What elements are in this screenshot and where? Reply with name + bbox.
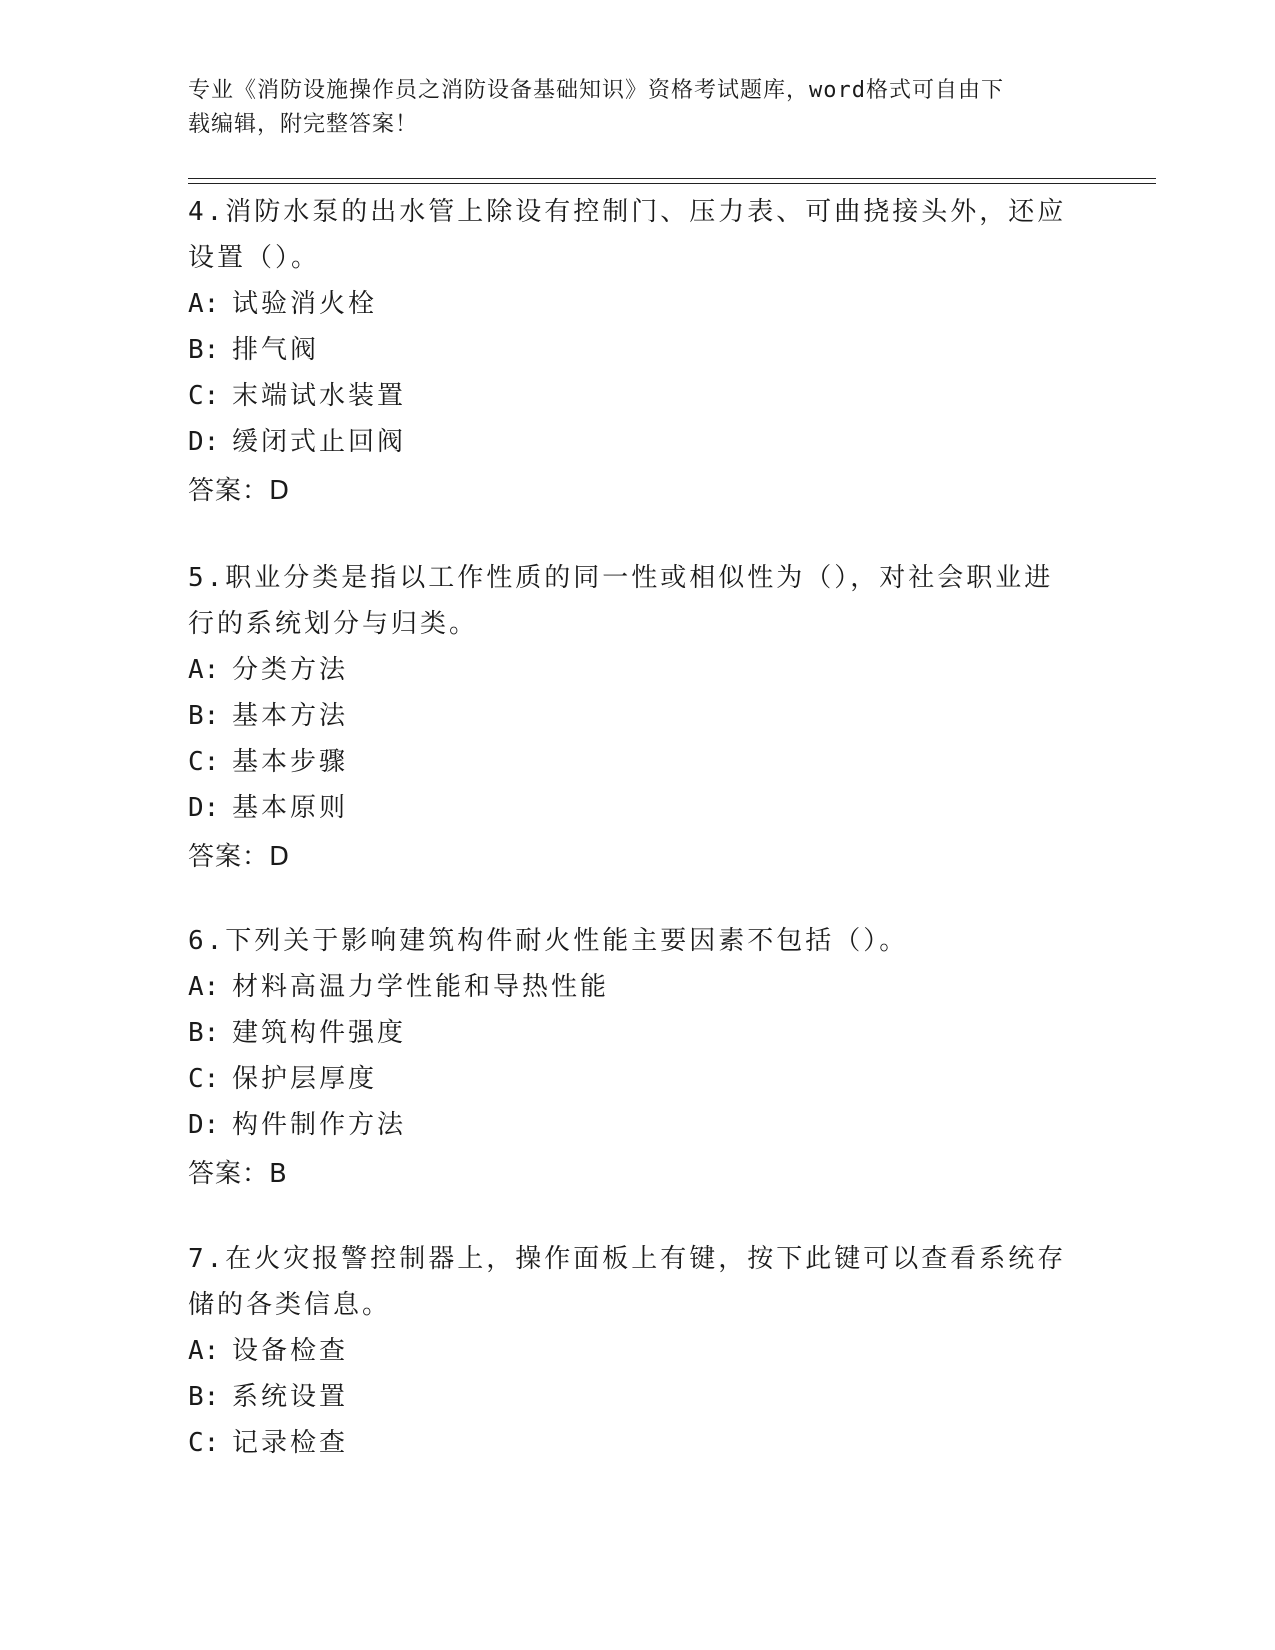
- option-letter: B:: [188, 335, 220, 365]
- option-d: [188, 1102, 1068, 1148]
- header-divider-top: [188, 178, 1156, 179]
- option-c: [188, 1056, 1068, 1102]
- option-b: [188, 327, 1068, 373]
- answer-line: 答案：D: [188, 841, 291, 872]
- question-stem-line-1: 5.职业分类是指以工作性质的同一性或相似性为（），对社会职业进: [188, 563, 1054, 593]
- option-text: 构件制作方法: [232, 1110, 407, 1140]
- option-text: 保护层厚度: [232, 1064, 378, 1094]
- question-stem-line-2: 行的系统划分与归类。: [188, 609, 479, 639]
- question-5: [188, 555, 1068, 877]
- option-c: [188, 739, 1068, 785]
- option-text: 基本原则: [232, 793, 349, 823]
- option-text: 设备检查: [232, 1336, 349, 1366]
- option-c: [188, 373, 1068, 419]
- option-letter: A:: [188, 655, 220, 685]
- option-letter: C:: [188, 1064, 220, 1094]
- option-letter: B:: [188, 701, 220, 731]
- option-letter: D:: [188, 793, 220, 823]
- option-b: [188, 693, 1068, 739]
- question-7: [188, 1236, 1068, 1466]
- question-4: [188, 189, 1068, 511]
- option-text: 基本方法: [232, 701, 349, 731]
- question-stem-line-2: 储的各类信息。: [188, 1290, 392, 1320]
- header-divider-bottom: [188, 183, 1156, 184]
- question-stem-line-1: 4.消防水泵的出水管上除设有控制门、压力表、可曲挠接头外，还应: [188, 197, 1067, 227]
- answer-line: 答案：B: [188, 1158, 288, 1189]
- option-text: 基本步骤: [232, 747, 349, 777]
- option-text: 材料高温力学性能和导热性能: [232, 972, 610, 1002]
- option-c: [188, 1420, 1068, 1466]
- option-text: 缓闭式止回阀: [232, 427, 407, 457]
- question-stem-line-1: 6.下列关于影响建筑构件耐火性能主要因素不包括（）。: [188, 926, 909, 956]
- option-letter: A:: [188, 1336, 220, 1366]
- answer-line: 答案：D: [188, 475, 291, 506]
- question-stem-line-1: 7.在火灾报警控制器上，操作面板上有键，按下此键可以查看系统存: [188, 1244, 1067, 1274]
- option-a: [188, 964, 1068, 1010]
- option-letter: A:: [188, 289, 220, 319]
- option-text: 建筑构件强度: [232, 1018, 407, 1048]
- question-6: [188, 918, 1068, 1194]
- option-a: [188, 281, 1068, 327]
- option-a: [188, 1328, 1068, 1374]
- option-letter: C:: [188, 747, 220, 777]
- option-letter: B:: [188, 1382, 220, 1412]
- option-letter: B:: [188, 1018, 220, 1048]
- option-b: [188, 1010, 1068, 1056]
- option-text: 排气阀: [232, 335, 320, 365]
- option-letter: C:: [188, 381, 220, 411]
- option-text: 记录检查: [232, 1428, 349, 1458]
- question-stem-line-2: 设置（）。: [188, 243, 321, 273]
- option-text: 试验消火栓: [232, 289, 378, 319]
- option-letter: A:: [188, 972, 220, 1002]
- option-d: [188, 785, 1068, 831]
- option-text: 分类方法: [232, 655, 349, 685]
- option-text: 末端试水装置: [232, 381, 407, 411]
- option-d: [188, 419, 1068, 465]
- option-letter: C:: [188, 1428, 220, 1458]
- header-line-2: 载编辑，附完整答案！: [188, 112, 419, 137]
- option-a: [188, 647, 1068, 693]
- option-text: 系统设置: [232, 1382, 349, 1412]
- header-line-1: 专业《消防设施操作员之消防设备基础知识》资格考试题库，word格式可自由下: [188, 78, 1004, 103]
- document-header: [188, 74, 1068, 142]
- option-b: [188, 1374, 1068, 1420]
- option-letter: D:: [188, 427, 220, 457]
- option-letter: D:: [188, 1110, 220, 1140]
